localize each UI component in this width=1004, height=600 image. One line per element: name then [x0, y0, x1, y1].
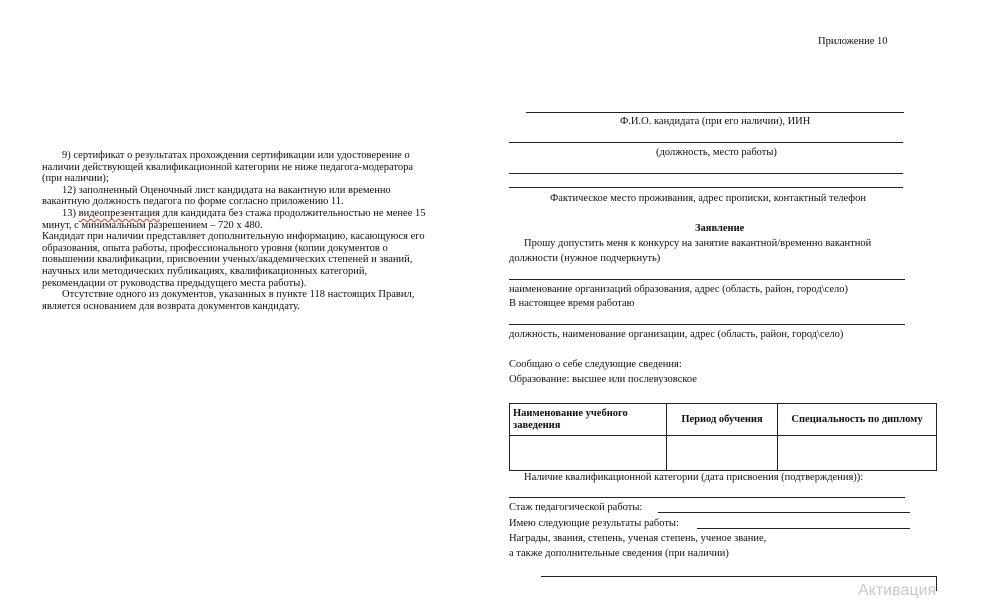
extra-info-line-5: рекомендации от руководства предыдущего места работы). [42, 277, 307, 289]
table-cell-institution[interactable] [510, 436, 667, 471]
left-column [42, 150, 492, 312]
item-9-line-2: наличии действующей квалификационной категории не ниже педагога-модератора [42, 161, 413, 173]
table-header-specialty: Специальность по диплому [778, 404, 937, 436]
extra-info-line-4: научных или методических публикациях, квалификационных категорий, [42, 265, 368, 277]
extra-info-line-3: повышении квалификации, присвоении ученых/академических степеней и званий, [42, 254, 413, 266]
experience-label: Стаж педагогической работы: [509, 502, 643, 513]
bottom-underline [541, 576, 937, 577]
residence-caption: Фактическое место проживания, адрес прописки, контактный телефон [550, 193, 866, 204]
item-13-line-2: минут, с минимальным разрешением – 720 x 480. [42, 219, 263, 231]
request-line-1: Прошу допустить меня к конкурсу на занятие вакантной/временно вакантной [524, 238, 872, 249]
extra-info-line-1: Кандидат при наличии представляет дополнительную информацию, касающуюся его [42, 231, 425, 243]
education-table [509, 403, 937, 471]
bottom-box-edge [936, 576, 937, 591]
category-label: Наличие квалификационной категории (дата присвоения (подтверждения)): [524, 472, 864, 483]
experience-underline [658, 512, 910, 513]
category-underline [509, 497, 905, 498]
table-cell-specialty[interactable] [778, 436, 937, 471]
table-header-period: Период обучения [667, 404, 778, 436]
statement-title: Заявление [695, 223, 745, 234]
missing-docs-line-1: Отсутствие одного из документов, указанных в пункте 118 настоящих Правил, [62, 289, 415, 301]
address-underline-1 [509, 173, 903, 174]
missing-docs-line-2: является основанием для возврата документов кандидату. [42, 300, 300, 312]
edu-org-underline [509, 279, 905, 280]
education-label: Образование: высшее или послевузовское [509, 374, 697, 385]
item-9-line-1: 9) сертификат о результатах прохождения сертификации или удостоверение о [62, 150, 410, 161]
work-underline [509, 324, 905, 325]
request-line-2: должности (нужное подчеркнуть) [509, 253, 661, 264]
spellcheck-word: видеопрезентация [78, 207, 160, 219]
fio-caption: Ф.И.О. кандидата (при его наличии), ИИН [620, 116, 811, 127]
awards-label: Награды, звания, степень, ученая степень, ученое звание, [509, 533, 767, 544]
activation-watermark: Активация [858, 582, 937, 599]
results-label: Имею следующие результаты работы: [509, 518, 679, 529]
table-header-institution: Наименование учебного заведения [510, 404, 667, 436]
current-work-label: В настоящее время работаю [509, 298, 635, 309]
info-intro: Сообщаю о себе следующие сведения: [509, 359, 682, 370]
table-cell-period[interactable] [667, 436, 778, 471]
item-12-line-1: 12) заполненный Оценочный лист кандидата на вакантную или временно [62, 184, 391, 196]
address-underline-2 [509, 187, 903, 188]
work-caption: должность, наименование организации, адрес (область, район, город\село) [509, 329, 844, 340]
position-underline [509, 142, 903, 143]
item-13-line-1: 13) видеопрезентация для кандидата без стажа продолжительностью не менее 15 [62, 207, 426, 219]
appendix-label: Приложение 10 [818, 36, 888, 47]
extra-info-line-2: образования, опыта работы, профессионального уровня (копии документов о [42, 242, 388, 254]
results-underline [697, 528, 910, 529]
item-9-line-3: (при наличии); [42, 173, 109, 185]
edu-org-caption: наименование организаций образования, адрес (область, район, город\село) [509, 284, 849, 295]
item-12-line-2: вакантную должность педагога по форме согласно приложению 11. [42, 196, 344, 208]
additional-info-label: а также дополнительные сведения (при наличии) [509, 548, 729, 559]
fio-underline [526, 112, 904, 113]
position-caption: (должность, место работы) [656, 147, 777, 158]
